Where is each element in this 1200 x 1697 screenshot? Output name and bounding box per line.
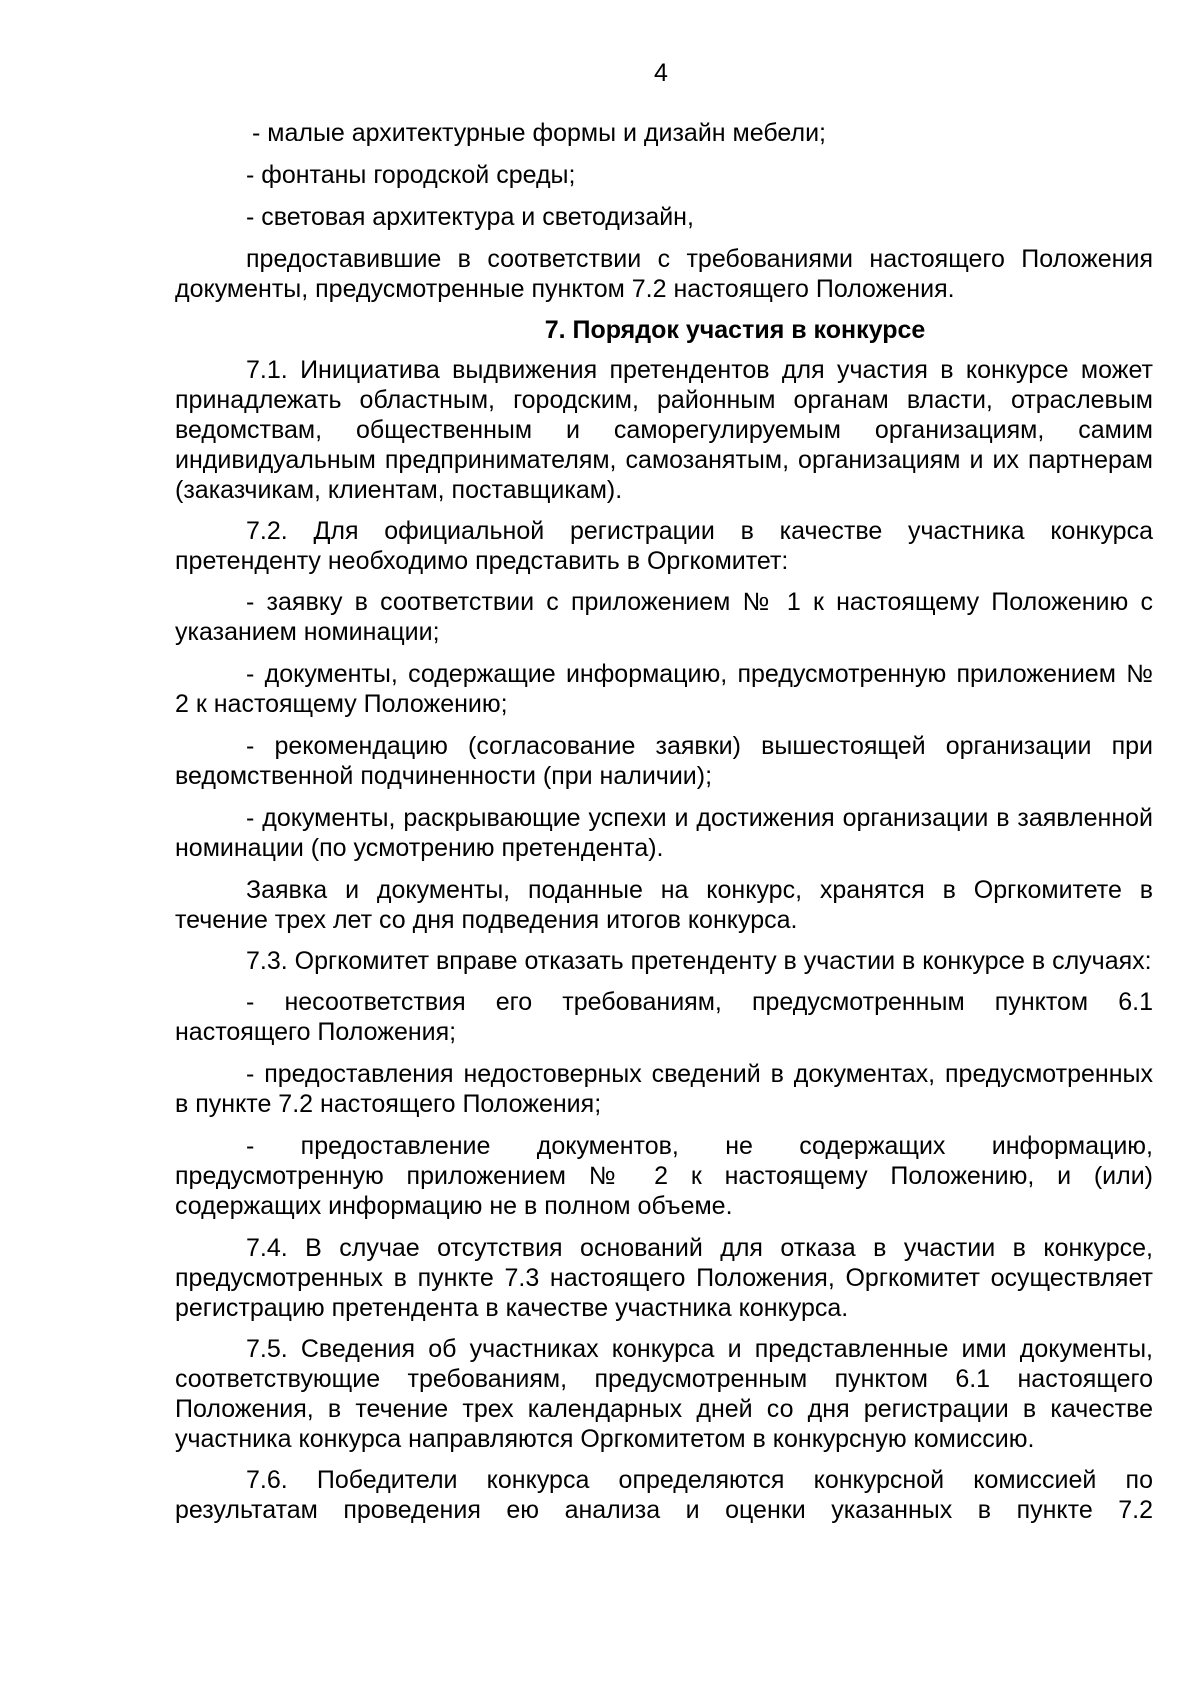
paragraph-storage: Заявка и документы, поданные на конкурс, хранятся в Оргкомитете в течение трех лет со дня подведения итогов конкурса. (175, 876, 1153, 934)
list-item: - световая архитектура и светодизайн, (246, 203, 694, 231)
intro-paragraph: предоставившие в соответствии с требованиями настоящего Положения документы, предусмотренные пунктом 7.2 настоящего Положения. (175, 245, 1153, 303)
list-item: - малые архитектурные формы и дизайн мебели; (252, 119, 826, 147)
paragraph-7-2: 7.2. Для официальной регистрации в качестве участника конкурса претенденту необходимо представить в Оргкомитет: (175, 517, 1153, 575)
paragraph-7-6: 7.6. Победители конкурса определяются конкурсной комиссией по результатам проведения ею анализа и оценки указанных в пункте 7.2 (175, 1466, 1153, 1524)
list-item: - рекомендацию (согласование заявки) вышестоящей организации при ведомственной подчиненности (при наличии); (175, 732, 1153, 790)
document-body (175, 118, 1153, 1536)
list-item: - предоставление документов, не содержащих информацию, предусмотренную приложением № 2 к настоящему Положению, и (или) содержащих информацию не в полном объеме. (175, 1132, 1153, 1220)
paragraph-7-3: 7.3. Оргкомитет вправе отказать претенденту в участии в конкурсе в случаях: (246, 947, 1152, 975)
page-number: 4 (654, 59, 668, 87)
paragraph-7-5: 7.5. Сведения об участниках конкурса и представленные ими документы, соответствующие требованиям, предусмотренным пунктом 6.1 настоящего Положения, в течение трех календарных дней со дня регистрации в качестве участника конкурса направляются Оргкомитетом в конкурсную комиссию. (175, 1335, 1153, 1453)
list-item: - несоответствия его требованиям, предусмотренным пунктом 6.1 настоящего Положения; (175, 988, 1153, 1046)
list-item: - документы, содержащие информацию, предусмотренную приложением № 2 к настоящему Положению; (175, 660, 1153, 718)
paragraph-7-4: 7.4. В случае отсутствия оснований для отказа в участии в конкурсе, предусмотренных в пункте 7.3 настоящего Положения, Оргкомитет осуществляет регистрацию претендента в качестве участника конкурса. (175, 1234, 1153, 1322)
list-item: - документы, раскрывающие успехи и достижения организации в заявленной номинации (по усмотрению претендента). (175, 804, 1153, 862)
list-item: - фонтаны городской среды; (246, 161, 576, 189)
list-item: - заявку в соответствии с приложением № 1 к настоящему Положению с указанием номинации; (175, 588, 1153, 646)
list-item: - предоставления недостоверных сведений в документах, предусмотренных в пункте 7.2 настоящего Положения; (175, 1060, 1153, 1118)
section-heading: 7. Порядок участия в конкурсе (544, 316, 926, 344)
paragraph-7-1: 7.1. Инициатива выдвижения претендентов для участия в конкурсе может принадлежать областным, городским, районным органам власти, отраслевым ведомствам, общественным и саморегулируемым организациям, самим индивидуальным предпринимателям, самозанятым, организациям и их партнерам (заказчикам, клиентам, поставщикам). (175, 356, 1153, 504)
